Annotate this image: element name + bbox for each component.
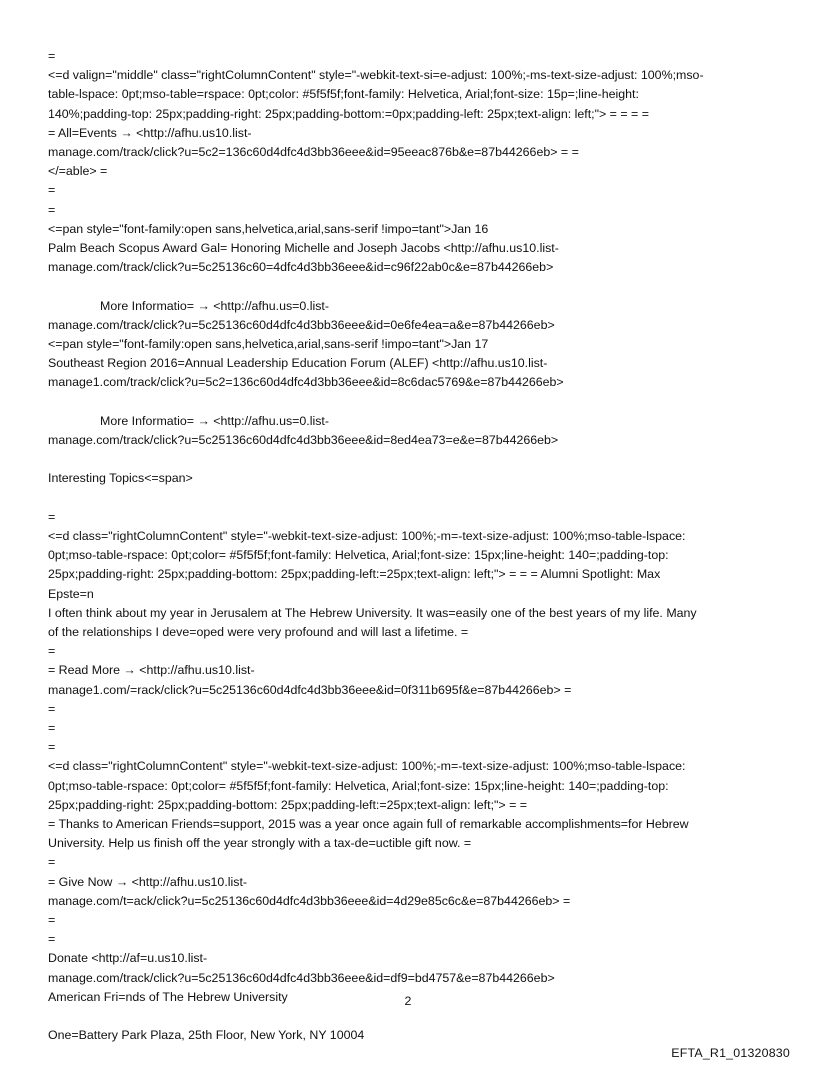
text-line: = [48, 932, 56, 947]
text-line: = [48, 701, 56, 716]
text-line: One=Battery Park Plaza, 25th Floor, New York, NY 10004 [48, 1028, 365, 1043]
email-body-text [48, 47, 780, 1045]
text-line: More Informatio= → <http://afhu.us=0.list- [100, 298, 329, 313]
text-line: 25px;padding-right: 25px;padding-bottom: 25px;padding-left:=25px;text-align: left;"> = = [48, 797, 528, 812]
text-line: More Informatio= → <http://afhu.us=0.list- [100, 413, 329, 428]
text-line: <=pan style="font-family:open sans,helvetica,arial,sans-serif !impo=tant">Jan 16 [48, 221, 489, 236]
text-line: manage1.com/track/click?u=5c2=136c60d4dfc4d3bb36eee&id=8c6dac5769&e=87b44266eb> [48, 375, 564, 390]
text-line: manage.com/track/click?u=5c2=136c60d4dfc4d3bb36eee&id=95eeac876b&e=87b44266eb> = = [48, 145, 579, 160]
text-line: manage.com/track/click?u=5c25136c60d4dfc4d3bb36eee&id=df9=bd4757&e=87b44266eb> [48, 970, 555, 985]
text-line: University. Help us finish off the year strongly with a tax-de=uctible gift now. = [48, 836, 472, 851]
text-line: Donate <http://af=u.us10.list- [48, 951, 208, 966]
text-line: of the relationships I deve=oped were very profound and will last a lifetime. = [48, 625, 469, 640]
text-line: = [48, 49, 56, 63]
text-line: manage.com/track/click?u=5c25136c60=4dfc4d3bb36eee&id=c96f22ab0c&e=87b44266eb> [48, 260, 554, 275]
text-line: = Give Now → <http://afhu.us10.list- [48, 874, 248, 889]
blank-line [48, 393, 780, 412]
text-line: 0pt;mso-table-rspace: 0pt;color= #5f5f5f;font-family: Helvetica, Arial;font-size: 15px;line-height: 140=;padding-top: [48, 548, 669, 563]
text-line: </=able> = [48, 164, 108, 179]
text-line: = [48, 509, 56, 524]
text-line: Epste=n [48, 586, 94, 601]
text-line: <=pan style="font-family:open sans,helvetica,arial,sans-serif !impo=tant">Jan 17 [48, 337, 489, 352]
bates-number: EFTA_R1_01320830 [671, 1046, 790, 1060]
blank-line [48, 489, 780, 508]
text-line: = All=Events → <http://afhu.us10.list- [48, 125, 252, 140]
text-line: 140%;padding-top: 25px;padding-right: 25px;padding-bottom:=0px;padding-left: 25px;text-align: left;"> = = = = [48, 106, 649, 121]
text-line: <=d class="rightColumnContent" style="-webkit-text-size-adjust: 100%;-m=-text-size-adjust: 100%;mso-table-lspace: [48, 759, 686, 774]
text-line: = [48, 202, 56, 217]
text-line: Southeast Region 2016=Annual Leadership Education Forum (ALEF) <http://afhu.us10.list- [48, 356, 548, 371]
text-line: = Read More → <http://afhu.us10.list- [48, 663, 255, 678]
text-line: Interesting Topics<=span> [48, 471, 193, 486]
text-line: = [48, 183, 56, 198]
blank-line [48, 1007, 780, 1026]
text-line: = [48, 721, 56, 736]
text-line: manage.com/track/click?u=5c25136c60d4dfc4d3bb36eee&id=8ed4ea73=e&e=87b44266eb> [48, 433, 559, 448]
page-number: 2 [404, 994, 412, 1008]
text-line: <=d valign="middle" class="rightColumnContent" style="-webkit-text-si=e-adjust: 100%;-ms-text-size-adjust: 100%;mso- [48, 68, 704, 83]
text-line: = [48, 913, 56, 928]
blank-line [48, 450, 780, 469]
text-line: I often think about my year in Jerusalem at The Hebrew University. It was=easily one of the best years of my life. Many [48, 605, 697, 620]
text-line: manage.com/track/click?u=5c25136c60d4dfc4d3bb36eee&id=0e6fe4ea=a&e=87b44266eb> [48, 317, 555, 332]
text-line: = [48, 855, 56, 870]
text-line: = [48, 644, 56, 659]
text-line: 0pt;mso-table-rspace: 0pt;color= #5f5f5f;font-family: Helvetica, Arial;font-size: 15px;line-height: 140=;padding-top: [48, 778, 669, 793]
text-line: Palm Beach Scopus Award Gal= Honoring Michelle and Joseph Jacobs <http://afhu.us10.list- [48, 241, 559, 256]
text-line: 25px;padding-right: 25px;padding-bottom: 25px;padding-left:=25px;text-align: left;"> = = = Alumni Spotlight: Max [48, 567, 661, 582]
text-line: manage1.com/=rack/click?u=5c25136c60d4dfc4d3bb36eee&id=0f311b695f&e=87b44266eb> = [48, 682, 572, 697]
text-line: table-lspace: 0pt;mso-table=rspace: 0pt;color: #5f5f5f;font-family: Helvetica, Arial;font-size: 15p=;line-height: [48, 87, 639, 102]
text-line: manage.com/t=ack/click?u=5c25136c60d4dfc4d3bb36eee&id=4d29e85c6c&e=87b44266eb> = [48, 893, 571, 908]
text-line: = [48, 740, 56, 755]
text-line: American Fri=nds of The Hebrew University [48, 989, 288, 1004]
text-line: = Thanks to American Friends=support, 2015 was a year once again full of remarkable accomplishments=for Hebrew [48, 817, 689, 832]
blank-line [48, 277, 780, 296]
text-line: <=d class="rightColumnContent" style="-webkit-text-size-adjust: 100%;-m=-text-size-adjust: 100%;mso-table-lspace: [48, 529, 686, 544]
